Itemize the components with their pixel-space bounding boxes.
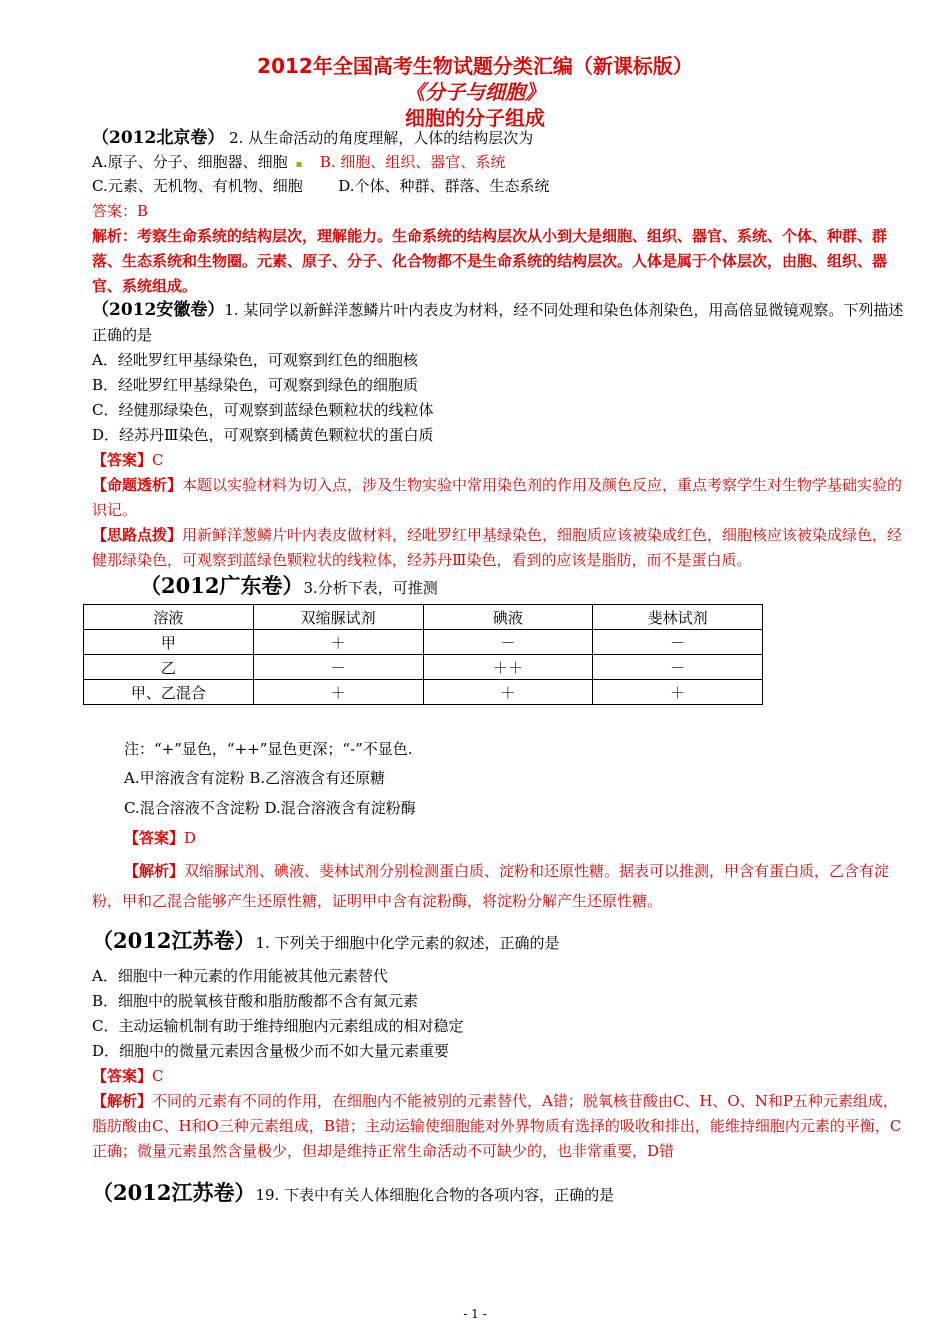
q4-answer-line <box>92 1064 912 1089</box>
q2-hint-label: 【思路点拨】 <box>92 526 183 544</box>
table-header-cell: 斐林试剂 <box>593 605 763 630</box>
q2-answer-label: 【答案】 <box>92 451 153 469</box>
q4-option-a: A．细胞中一种元素的作用能被其他元素替代 <box>92 967 388 985</box>
table-row <box>84 630 763 655</box>
q4-answer: C <box>152 1067 164 1085</box>
q4-option-b: B．细胞中的脱氧核苷酸和脂肪酸都不含有氮元素 <box>92 992 419 1010</box>
q2-stem-block <box>92 298 910 348</box>
table-cell: ＋ <box>253 680 423 705</box>
margin-mark: ▪ <box>292 159 316 170</box>
q4-answer-label: 【答案】 <box>92 1067 153 1085</box>
q5-source: （2012江苏卷） <box>92 1180 256 1205</box>
q4-stem-line <box>92 928 912 956</box>
table-cell: － <box>593 630 763 655</box>
q3-analysis-block <box>92 856 910 916</box>
q2-answer-line <box>92 448 912 473</box>
q3-options-cd: C.混合溶液不含淀粉 D.混合溶液含有淀粉酶 <box>124 799 416 817</box>
table-header-cell: 碘液 <box>423 605 593 630</box>
q5-stem-line <box>92 1180 912 1208</box>
table-row <box>84 655 763 680</box>
q2-answer: C <box>152 451 164 469</box>
q2-source: （2012安徽卷） <box>92 300 225 320</box>
table-header-row <box>84 605 763 630</box>
q2-option-b: B．经吡罗红甲基绿染色，可观察到绿色的细胞质 <box>92 376 419 394</box>
table-cell: ＋＋ <box>423 655 593 680</box>
table-cell: 乙 <box>84 655 254 680</box>
q1-option-a: A.原子、分子、细胞器、细胞 <box>92 153 288 171</box>
q2-hint-block <box>92 523 910 573</box>
q1-option-b: B. 细胞、组织、器官、系统 <box>319 153 506 171</box>
q2-stem: 1. 某同学以新鲜洋葱鳞片叶内表皮为材料，经不同处理和染色体剂染色，用高倍显微镜观察。下列描述正确的是 <box>92 301 904 344</box>
q3-analysis: 双缩脲试剂、碘液、斐林试剂分别检测蛋白质、淀粉和还原性糖。据表可以推测，甲含有蛋白质，乙含有淀粉，甲和乙混合能够产生还原性糖，证明甲中含有淀粉酶，将淀粉分解产生还原性糖。 <box>92 862 890 910</box>
q1-options-ab <box>92 150 912 177</box>
q2-option-c: C．经健那绿染色，可观察到蓝绿色颗粒状的线粒体 <box>92 401 434 419</box>
q3-answer: D <box>184 829 197 847</box>
q4-analysis-label: 【解析】 <box>92 1092 153 1110</box>
q3-answer-label: 【答案】 <box>124 829 185 847</box>
q3-stem: 3.分析下表，可推测 <box>303 579 438 597</box>
q1-option-d: D.个体、种群、群落、生态系统 <box>338 177 550 195</box>
q3-analysis-label: 【解析】 <box>124 862 185 880</box>
q3-table <box>83 604 763 705</box>
q4-option-d: D．细胞中的微量元素因含量极少而不如大量元素重要 <box>92 1042 450 1060</box>
q4-analysis-block <box>92 1089 910 1164</box>
q2-intent-label: 【命题透析】 <box>92 476 183 494</box>
q1-analysis: 解析：考察生命系统的结构层次，理解能力。生命系统的结构层次从小到大是细胞、组织、器官、系统、个体、种群、群落、生态系统和生物圈。元素、原子、分子、化合物都不是生命系统的结构层次。人体是属于个体层次，由胞、组织、器官、系统组成。 <box>92 227 888 295</box>
q1-source: （2012北京卷） <box>92 128 225 148</box>
table-cell: ＋ <box>593 680 763 705</box>
q3-note: 注：“+”显色，“++”显色更深；“-”不显色. <box>124 740 413 758</box>
table-cell: 甲、乙混合 <box>84 680 254 705</box>
page-number: - 1 - <box>463 1307 487 1321</box>
q5-stem: 19. 下表中有关人体细胞化合物的各项内容，正确的是 <box>255 1186 615 1204</box>
q4-source: （2012江苏卷） <box>92 928 256 953</box>
q2-hint: 用新鲜洋葱鳞片叶内表皮做材料，经吡罗红甲基绿染色，细胞质应该被染成红色，细胞核应该被染成绿色，经健那绿染色，可观察到蓝绿色颗粒状的线粒体，经苏丹Ⅲ染色，看到的应该是脂肪，而不是蛋白质。 <box>92 526 903 569</box>
q2-intent-block <box>92 473 910 523</box>
doc-section-title: 细胞的分子组成 <box>405 106 545 130</box>
q3-options-ab: A.甲溶液含有淀粉 B.乙溶液含有还原糖 <box>124 769 386 787</box>
doc-subtitle: 《分子与细胞》 <box>405 80 545 104</box>
q2-intent: 本题以实验材料为切入点，涉及生物实验中常用染色剂的作用及颜色反应，重点考察学生对生物学基础实验的识记。 <box>92 476 903 519</box>
table-header-cell: 溶液 <box>84 605 254 630</box>
q4-analysis: 不同的元素有不同的作用，在细胞内不能被别的元素替代，A错；脱氧核苷酸由C、H、O、N和P五种元素组成，脂肪酸由C、H和O三种元素组成，B错；主动运输使细胞能对外界物质有选择的吸收和排出，能维持细胞内元素的平衡，C正确；微量元素虽然含量极少，但却是维持正常生命活动不可缺少的，也非常重要，D错 <box>92 1092 902 1160</box>
table-cell: － <box>253 655 423 680</box>
q1-option-c: C.元素、无机物、有机物、细胞 <box>92 177 303 195</box>
q1-stem: 2. 从生命活动的角度理解，人体的结构层次为 <box>229 129 534 147</box>
q4-option-c: C．主动运输机制有助于维持细胞内元素组成的相对稳定 <box>92 1017 464 1035</box>
q1-options-cd <box>92 174 912 199</box>
doc-title: 2012年全国高考生物试题分类汇编（新课标版） <box>257 54 693 78</box>
table-header-cell: 双缩脲试剂 <box>253 605 423 630</box>
q4-stem: 1. 下列关于细胞中化学元素的叙述，正确的是 <box>255 934 560 952</box>
table-cell: ＋ <box>423 680 593 705</box>
table-cell: － <box>423 630 593 655</box>
table-cell: 甲 <box>84 630 254 655</box>
q3-answer-line <box>124 826 944 851</box>
table-cell: ＋ <box>253 630 423 655</box>
q3-stem-line <box>140 573 950 601</box>
q1-stem-line <box>92 126 912 151</box>
q2-option-d: D．经苏丹Ⅲ染色，可观察到橘黄色颗粒状的蛋白质 <box>92 426 434 444</box>
table-row <box>84 680 763 705</box>
q3-source: （2012广东卷） <box>140 573 304 598</box>
q1-answer: 答案：B <box>92 202 149 220</box>
table-cell: － <box>593 655 763 680</box>
q2-option-a: A．经吡罗红甲基绿染色，可观察到红色的细胞核 <box>92 351 418 369</box>
